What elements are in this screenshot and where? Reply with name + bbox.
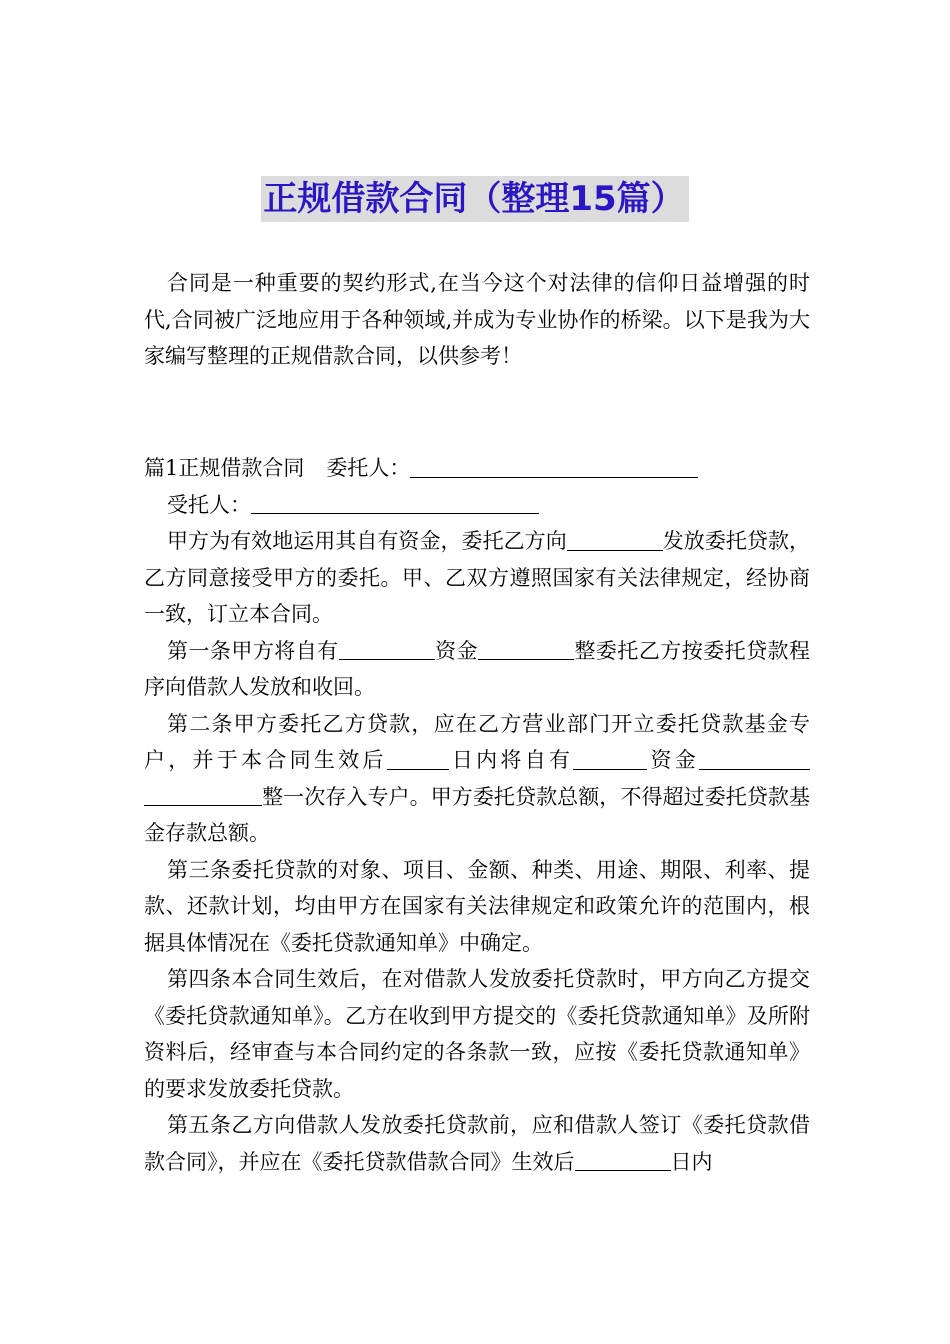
title-container — [0, 176, 950, 222]
art5-text-b: 日内 — [670, 1149, 713, 1174]
art2-text-a: 第二条甲方委托乙方贷款，应在乙方营业部门开立委托贷款基金专户，并于本合同生效后 — [144, 711, 810, 772]
art2-text-b: 日内将自有 — [448, 748, 574, 772]
art2-text-c: 资金 — [647, 748, 700, 772]
art5-text-a: 第五条乙方向借款人发放委托贷款前，应和借款人签订《委托贷款借款合同》，并应在《委托贷款借款合同》生效后 — [144, 1113, 810, 1174]
art2-blank-2 — [573, 746, 647, 769]
section-heading-line — [144, 450, 810, 487]
art2-blank-1 — [387, 746, 449, 769]
art1-blank-1 — [339, 637, 435, 660]
section-heading: 篇1正规借款合同 — [144, 456, 305, 480]
para1-text-b: 发放委托贷款，乙方同意接受甲方的委托。甲、乙双方遵照国家有关法律规定，经协商一致，订立本合同。 — [144, 529, 811, 626]
client-label: 委托人： — [326, 456, 411, 480]
art5-blank — [575, 1148, 671, 1171]
article-1 — [144, 633, 810, 706]
contract-body — [144, 450, 810, 1180]
trustee-line — [144, 487, 810, 524]
art2-blank-4 — [144, 783, 262, 806]
art1-text-c: 整委托乙方按委托贷款程序向借款人发放和收回。 — [144, 638, 811, 699]
article-4: 第四条本合同生效后，在对借款人发放委托贷款时，甲方向乙方提交《委托贷款通知单》。乙方在收到甲方提交的《委托贷款通知单》及所附资料后，经审查与本合同约定的各条款一致，应按《委托贷款通知单》的要求发放委托贷款。 — [144, 967, 810, 1101]
article-5 — [144, 1107, 810, 1180]
client-blank — [410, 454, 698, 477]
trustee-blank — [251, 491, 539, 514]
art1-text-b: 资金 — [434, 638, 479, 663]
intro-paragraph: 合同是一种重要的契约形式,在当今这个对法律的信仰日益增强的时代,合同被广泛地应用于各种领域,并成为专业协作的桥梁。以下是我为大家编写整理的正规借款合同，以供参考！ — [144, 271, 810, 368]
art2-blank-3 — [699, 746, 810, 769]
art1-blank-2 — [478, 637, 574, 660]
intro-section — [144, 265, 810, 375]
art2-text-d: 整一次存入专户。甲方委托贷款总额，不得超过委托贷款基金存款总额。 — [144, 784, 810, 845]
article-2 — [144, 706, 810, 852]
paragraph-purpose — [144, 523, 810, 633]
para1-text-a: 甲方为有效地运用其自有资金，委托乙方向 — [167, 529, 567, 553]
borrower-blank — [567, 527, 663, 550]
article-3: 第三条委托贷款的对象、项目、金额、种类、用途、期限、利率、提款、还款计划，均由甲方在国家有关法律规定和政策允许的范围内，根据具体情况在《委托贷款通知单》中确定。 — [144, 857, 810, 955]
trustee-label: 受托人： — [167, 492, 251, 517]
art1-text-a: 第一条甲方将自有 — [167, 638, 339, 663]
document-title: 正规借款合同（整理15篇） — [261, 176, 688, 222]
